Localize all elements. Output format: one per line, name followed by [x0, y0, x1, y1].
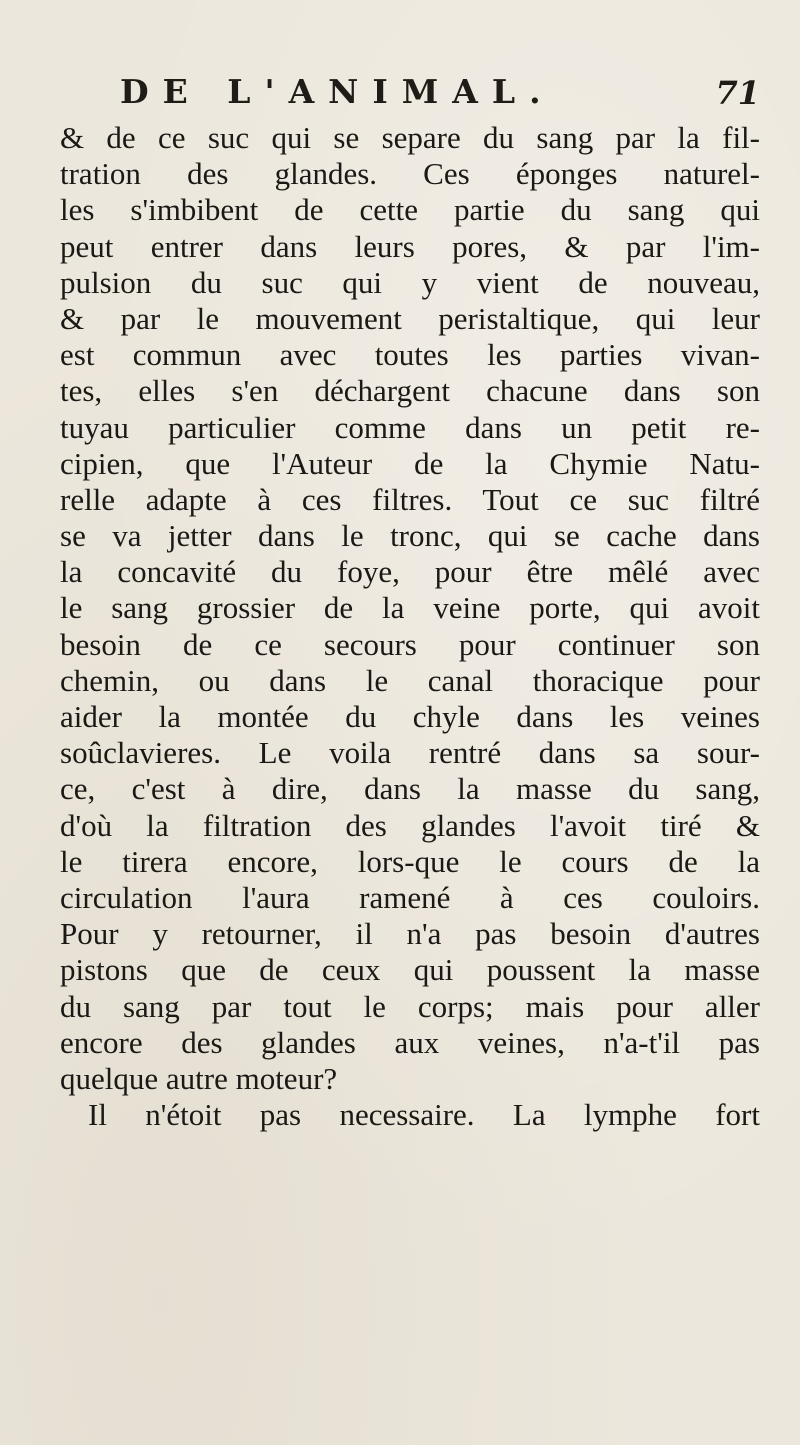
text-line: pulsion du suc qui y vient de nouveau, — [60, 264, 760, 300]
page-header — [120, 72, 760, 122]
text-line: encore des glandes aux veines, n'a-t'il pas — [60, 1024, 760, 1060]
text-line: du sang par tout le corps; mais pour aller — [60, 988, 760, 1024]
body-text — [60, 120, 760, 1133]
text-line: tes, elles s'en déchargent chacune dans son — [60, 373, 760, 409]
text-line: circulation l'aura ramené à ces couloirs. — [60, 879, 760, 915]
text-line: les s'imbibent de cette partie du sang qui — [60, 192, 760, 228]
text-line: Pour y retourner, il n'a pas besoin d'autres — [60, 916, 760, 952]
text-line: tration des glandes. Ces éponges naturel- — [60, 156, 760, 192]
text-line: & de ce suc qui se separe du sang par la fil- — [60, 120, 760, 155]
text-line: cipien, que l'Auteur de la Chymie Natu- — [60, 445, 760, 481]
text-line: se va jetter dans le tronc, qui se cache dans — [60, 518, 760, 554]
text-line: besoin de ce secours pour continuer son — [60, 626, 760, 662]
text-line: le tirera encore, lors-que le cours de la — [60, 843, 760, 879]
text-line: est commun avec toutes les parties vivan- — [60, 337, 760, 373]
text-line: & par le mouvement peristaltique, qui leur — [60, 300, 760, 336]
text-line: Il n'étoit pas necessaire. La lymphe fort — [88, 1097, 760, 1133]
text-line: aider la montée du chyle dans les veines — [60, 699, 760, 734]
text-line: la concavité du foye, pour être mêlé avec — [60, 554, 760, 590]
text-line: tuyau particulier comme dans un petit re- — [60, 409, 760, 445]
text-line: chemin, ou dans le canal thoracique pour — [60, 662, 760, 698]
text-line: ce, c'est à dire, dans la masse du sang, — [60, 771, 760, 807]
text-line: quelque autre moteur? — [60, 1060, 338, 1096]
running-title: DE L'ANIMAL. — [120, 72, 555, 111]
text-line: pistons que de ceux qui poussent la masse — [60, 952, 760, 988]
text-line: d'où la filtration des glandes l'avoit tiré & — [60, 807, 760, 843]
text-line: le sang grossier de la veine porte, qui avoit — [60, 590, 760, 626]
text-line: relle adapte à ces filtres. Tout ce suc filtré — [60, 481, 760, 517]
text-line: soûclavieres. Le voila rentré dans sa sour- — [60, 735, 760, 771]
text-line: peut entrer dans leurs pores, & par l'im- — [60, 228, 760, 264]
page-number: 71 — [715, 74, 760, 112]
